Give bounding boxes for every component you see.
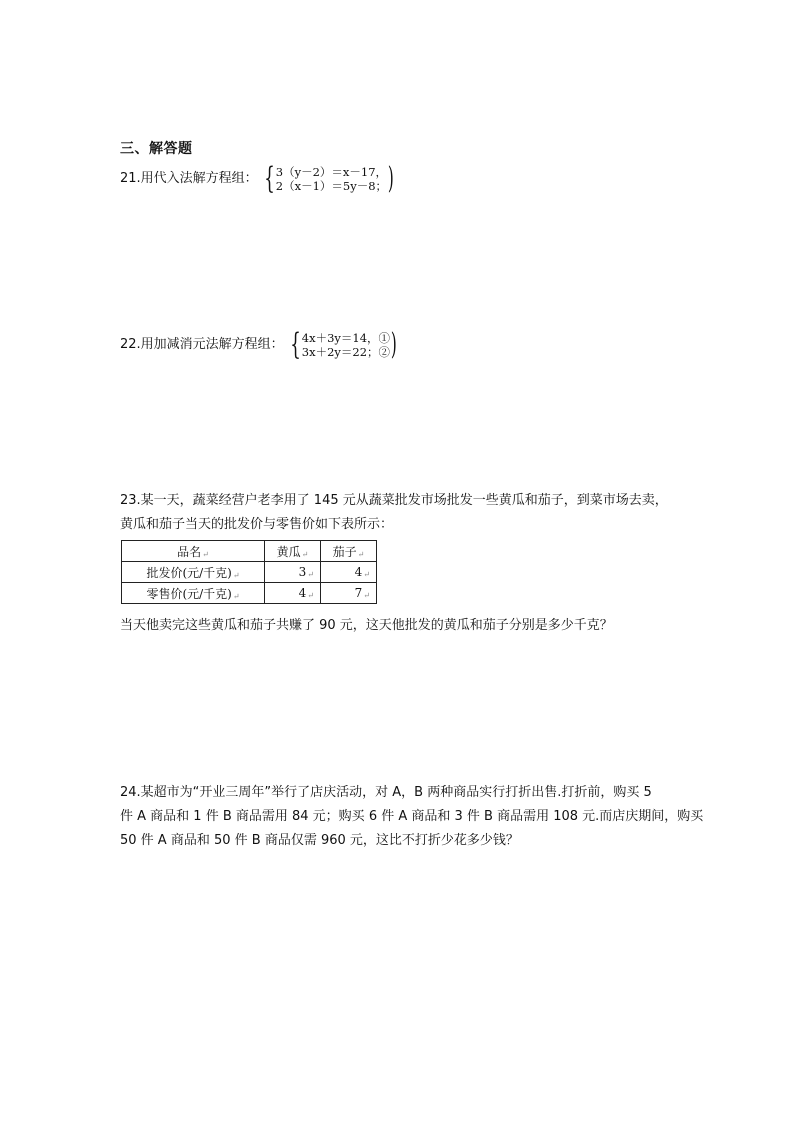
paragraph-mark-icon: ↵ [357,549,365,559]
paragraph-mark-icon: ↵ [307,570,314,579]
table-row [122,562,377,583]
question-23-line-2: 黄瓜和茄子当天的批发价与零售价如下表所示： [120,517,394,532]
table-header-cell: 品名↵ [122,541,265,562]
question-22 [120,327,400,362]
paragraph-mark-icon: ↵ [301,549,309,559]
question-24 [120,781,710,853]
paragraph-mark-icon: ↵ [202,549,209,559]
table-cell: 3↵ [265,562,321,583]
left-brace-icon: { [263,161,275,196]
right-paren-icon: ) [390,327,397,362]
equation-22-1: 4x＋3y＝14，① [301,331,391,345]
section-title: 三、解答题 [120,141,193,157]
table-header-cell: 茄子↵ [321,541,377,562]
question-24-line-1: 24.某超市为“开业三周年”举行了店庆活动，对 A，B 两种商品实行打折出售.打折前，购买 5 [120,785,652,800]
question-23-question: 当天他卖完这些黄瓜和茄子共赚了 90 元，这天他批发的黄瓜和茄子分别是多少千克？ [120,618,613,633]
paragraph-mark-icon: ↵ [232,570,240,580]
table-row [122,583,377,604]
question-24-line-2: 件 A 商品和 1 件 B 商品需用 84 元；购买 6 件 A 商品和 3 件 B 商品需用 108 元.而店庆期间，购买 [120,809,704,824]
right-paren-icon: ) [387,161,394,196]
question-22-prompt: 22.用加减消元法解方程组： [120,337,284,352]
table-cell: 7↵ [321,583,377,604]
equation-system-21 [260,161,397,196]
question-23 [120,489,700,537]
equation-21-1: 3（y－2）＝x－17， [275,165,388,179]
equation-21-2: 2（x－1）＝5y－8； [275,179,388,193]
paragraph-mark-icon: ↵ [232,591,240,601]
question-21-prompt: 21.用代入法解方程组： [120,171,258,186]
left-brace-icon: { [289,327,301,362]
table-cell: 批发价(元/千克)↵ [122,562,265,583]
equation-22-2: 3x＋2y＝22；② [301,345,391,359]
price-table [121,540,377,604]
paragraph-mark-icon: ↵ [363,570,370,579]
table-header-cell: 黄瓜↵ [265,541,321,562]
paragraph-mark-icon: ↵ [307,591,314,600]
table-header-row [122,541,377,562]
question-21 [120,161,397,196]
table-cell: 4↵ [265,583,321,604]
table-cell: 4↵ [321,562,377,583]
question-23-line-1: 23.某一天，蔬菜经营户老李用了 145 元从蔬菜批发市场批发一些黄瓜和茄子，到菜市场去卖， [120,493,668,508]
equation-system-22 [286,327,400,362]
question-24-line-3: 50 件 A 商品和 50 件 B 商品仅需 960 元，这比不打折少花多少钱？ [120,833,519,848]
paragraph-mark-icon: ↵ [363,591,370,600]
table-cell: 零售价(元/千克)↵ [122,583,265,604]
